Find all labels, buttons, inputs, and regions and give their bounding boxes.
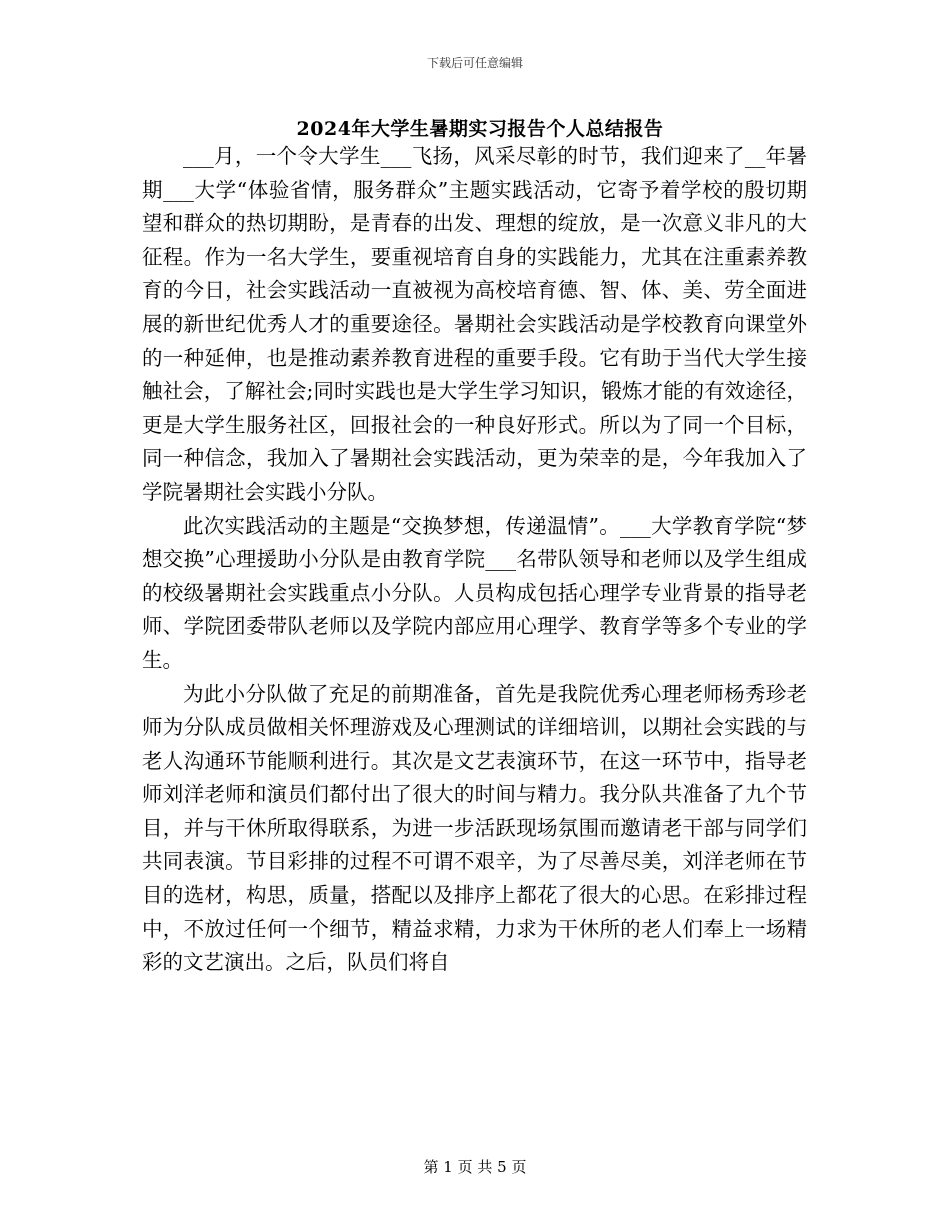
paragraph: 此次实践活动的主题是“交换梦想，传递温情”。___大学教育学院“梦想交换”心理援助小分队是由教育学院___名带队领导和老师以及学生组成的校级暑期社会实践重点小分队。人员构成包括心理学专业背景的指导老师、学院团委带队老师以及学院内部应用心理学、教育学等多个专业的学生。 (142, 513, 807, 672)
paragraph: 为此小分队做了充足的前期准备，首先是我院优秀心理老师杨秀珍老师为分队成员做相关怀理游戏及心理测试的详细培训，以期社会实践的与老人沟通环节能顺利进行。其次是文艺表演环节，在这一环节中，指导老师刘洋老师和演员们都付出了很大的时间与精力。我分队共准备了九个节目，并与干休所取得联系，为进一步活跃现场氛围而邀请老干部与同学们共同表演。节目彩排的过程不可谓不艰辛，为了尽善尽美，刘洋老师在节目的选材，构思，质量，搭配以及排序上都花了很大的心思。在彩排过程中，不放过任何一个细节，精益求精，力求为干休所的老人们奉上一场精彩的文艺演出。之后，队员们将自 (142, 681, 807, 975)
document-body (142, 140, 807, 980)
document-title: 2024年大学生暑期实习报告个人总结报告 (296, 118, 664, 140)
paragraph: ___月，一个令大学生___飞扬，风采尽彰的时节，我们迎来了__年暑期___大学“体验省情，服务群众”主题实践活动，它寄予着学校的殷切期望和群众的热切期盼，是青春的出发、理想的绽放，是一次意义非凡的大征程。作为一名大学生，要重视培育自身的实践能力，尤其在注重素养教育的今日，社会实践活动一直被视为高校培育德、智、体、美、劳全面进展的新世纪优秀人才的重要途径。暑期社会实践活动是学校教育向课堂外的一种延伸，也是推动素养教育进程的重要手段。它有助于当代大学生接触社会，了解社会;同时实践也是大学生学习知识，锻炼才能的有效途径，更是大学生服务社区，回报社会的一种良好形式。所以为了同一个目标，同一种信念，我加入了暑期社会实践活动，更为荣幸的是，今年我加入了学院暑期社会实践小分队。 (142, 144, 807, 504)
header-note: 下载后可任意编辑 (426, 56, 523, 70)
page-footer: 第 1 页 共 5 页 (423, 1158, 527, 1176)
